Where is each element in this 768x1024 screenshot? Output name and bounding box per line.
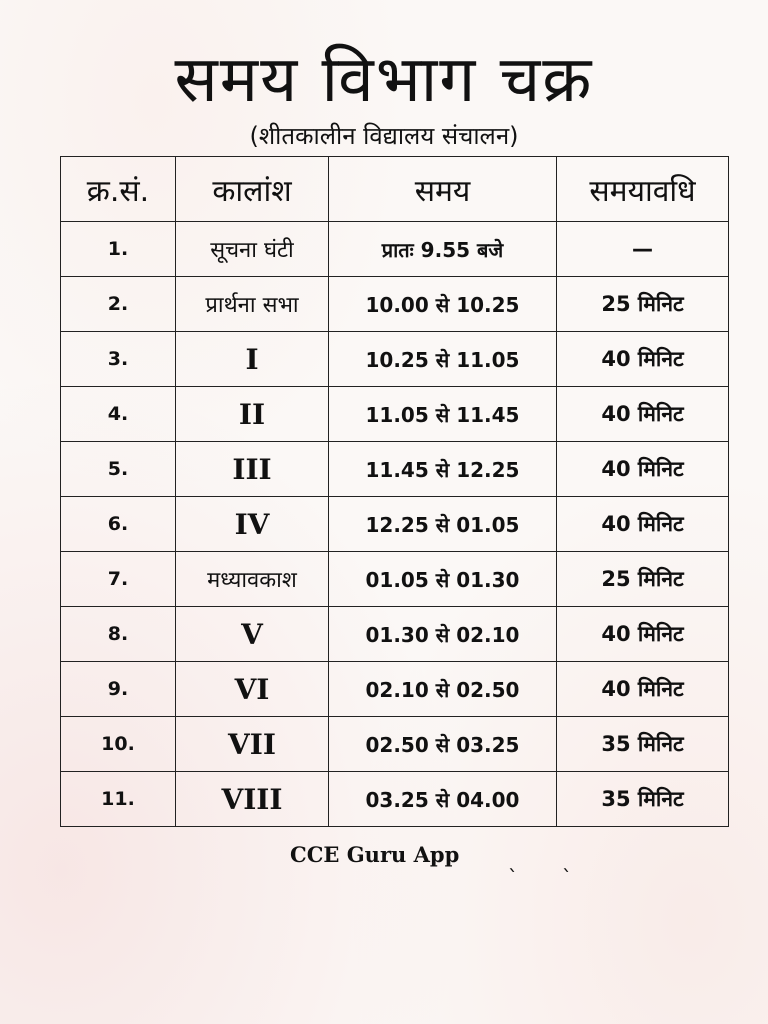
period-cell: II xyxy=(176,387,329,442)
table-row xyxy=(61,772,729,827)
duration-cell: 40 मिनिट xyxy=(557,662,729,717)
time-cell: 11.05 से 11.45 xyxy=(329,387,557,442)
time-cell: 03.25 से 04.00 xyxy=(329,772,557,827)
period-cell: VII xyxy=(176,717,329,772)
serial-cell: 7. xyxy=(61,552,176,607)
table-row xyxy=(61,662,729,717)
time-cell: 02.10 से 02.50 xyxy=(329,662,557,717)
serial-cell: 9. xyxy=(61,662,176,717)
header-duration: समयावधि xyxy=(557,157,729,222)
timetable xyxy=(60,156,729,827)
table-row xyxy=(61,497,729,552)
header-period: कालांश xyxy=(176,157,329,222)
duration-cell: 40 मिनिट xyxy=(557,387,729,442)
header-time: समय xyxy=(329,157,557,222)
watermark-text: CCE Guru App xyxy=(290,842,460,867)
serial-cell: 10. xyxy=(61,717,176,772)
stray-mark: ˎ xyxy=(562,848,572,872)
serial-cell: 11. xyxy=(61,772,176,827)
serial-cell: 3. xyxy=(61,332,176,387)
duration-cell: 40 मिनिट xyxy=(557,497,729,552)
period-cell: सूचना घंटी xyxy=(176,222,329,277)
table-row xyxy=(61,607,729,662)
serial-cell: 4. xyxy=(61,387,176,442)
table-row xyxy=(61,442,729,497)
period-cell: VI xyxy=(176,662,329,717)
time-cell: 01.30 से 02.10 xyxy=(329,607,557,662)
page-title: समय विभाग चक्र xyxy=(174,43,594,117)
period-cell: प्रार्थना सभा xyxy=(176,277,329,332)
serial-cell: 2. xyxy=(61,277,176,332)
table-header-row xyxy=(61,157,729,222)
header-serial: क्र.सं. xyxy=(61,157,176,222)
time-cell: 02.50 से 03.25 xyxy=(329,717,557,772)
serial-cell: 5. xyxy=(61,442,176,497)
serial-cell: 6. xyxy=(61,497,176,552)
time-cell: 10.25 से 11.05 xyxy=(329,332,557,387)
time-cell: प्रातः 9.55 बजे xyxy=(329,222,557,277)
duration-cell: 35 मिनिट xyxy=(557,772,729,827)
time-cell: 01.05 से 01.30 xyxy=(329,552,557,607)
period-cell: VIII xyxy=(176,772,329,827)
table-row xyxy=(61,552,729,607)
duration-cell: 40 मिनिट xyxy=(557,332,729,387)
duration-cell: 25 मिनिट xyxy=(557,552,729,607)
serial-cell: 1. xyxy=(61,222,176,277)
duration-cell: 40 मिनिट xyxy=(557,442,729,497)
stray-mark: ˎ xyxy=(508,848,518,872)
duration-cell: 25 मिनिट xyxy=(557,277,729,332)
duration-cell: 35 मिनिट xyxy=(557,717,729,772)
page-subtitle: (शीतकालीन विद्यालय संचालन) xyxy=(249,122,519,150)
period-cell: मध्यावकाश xyxy=(176,552,329,607)
table-row xyxy=(61,222,729,277)
duration-cell: — xyxy=(557,222,729,277)
period-cell: V xyxy=(176,607,329,662)
period-cell: I xyxy=(176,332,329,387)
serial-cell: 8. xyxy=(61,607,176,662)
time-cell: 11.45 से 12.25 xyxy=(329,442,557,497)
period-cell: IV xyxy=(176,497,329,552)
table-row xyxy=(61,277,729,332)
period-cell: III xyxy=(176,442,329,497)
duration-cell: 40 मिनिट xyxy=(557,607,729,662)
time-cell: 10.00 से 10.25 xyxy=(329,277,557,332)
table-row xyxy=(61,717,729,772)
time-cell: 12.25 से 01.05 xyxy=(329,497,557,552)
table-row xyxy=(61,332,729,387)
table-row xyxy=(61,387,729,442)
